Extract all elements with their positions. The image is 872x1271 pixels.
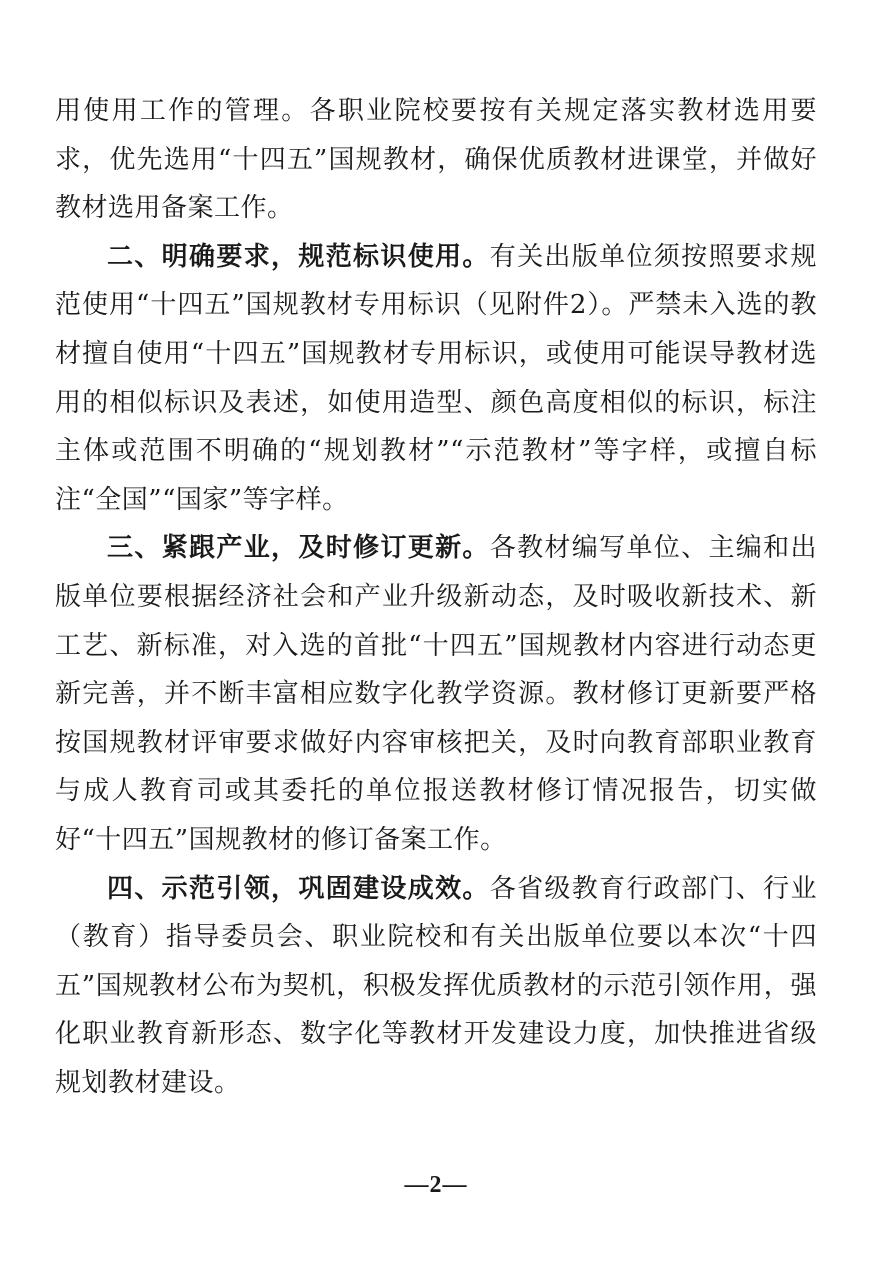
paragraph-text: 各省级教育行政部门、行业（教育）指导委员会、职业院校和有关出版单位要以本次“十四五”国规教材公布为契机，积极发挥优质教材的示范引领作用，强化职业教育新形态、数字化等教材开发建设力度，加快推进省级规划教材建设。 bbox=[55, 873, 817, 1098]
paragraph-text: 各教材编写单位、主编和出版单位要根据经济社会和产业升级新动态，及时吸收新技术、新工艺、新标准，对入选的首批“十四五”国规教材内容进行动态更新完善，并不断丰富相应数字化教学资源。教材修订更新要严格按国规教材评审要求做好内容审核把关，及时向教育部职业教育与成人教育司或其委托的单位报送教材修订情况报告，切实做好“十四五”国规教材的修订备案工作。 bbox=[55, 533, 817, 855]
document-body bbox=[55, 87, 817, 1107]
page-number: —2— bbox=[404, 1172, 468, 1198]
paragraph-text: 有关出版单位须按照要求规范使用“十四五”国规教材专用标识（见附件2）。严禁未入选的教材擅自使用“十四五”国规教材专用标识，或使用可能误导教材选用的相似标识及表述，如使用造型、颜色高度相似的标识，标注主体或范围不明确的“规划教材”“示范教材”等字样，或擅自标注“全国”“国家”等字样。 bbox=[55, 241, 817, 515]
section-heading: 四、示范引领，巩固建设成效。 bbox=[107, 873, 490, 904]
section-heading: 三、紧跟产业，及时修订更新。 bbox=[107, 533, 490, 564]
paragraph-section-3 bbox=[55, 524, 817, 864]
section-heading: 二、明确要求，规范标识使用。 bbox=[107, 241, 490, 272]
paragraph-section-2 bbox=[55, 233, 817, 525]
paragraph-section-4 bbox=[55, 865, 817, 1108]
paragraph-text: 用使用工作的管理。各职业院校要按有关规定落实教材选用要求，优先选用“十四五”国规教材，确保优质教材进课堂，并做好教材选用备案工作。 bbox=[55, 96, 817, 224]
paragraph-continuation bbox=[55, 87, 817, 233]
